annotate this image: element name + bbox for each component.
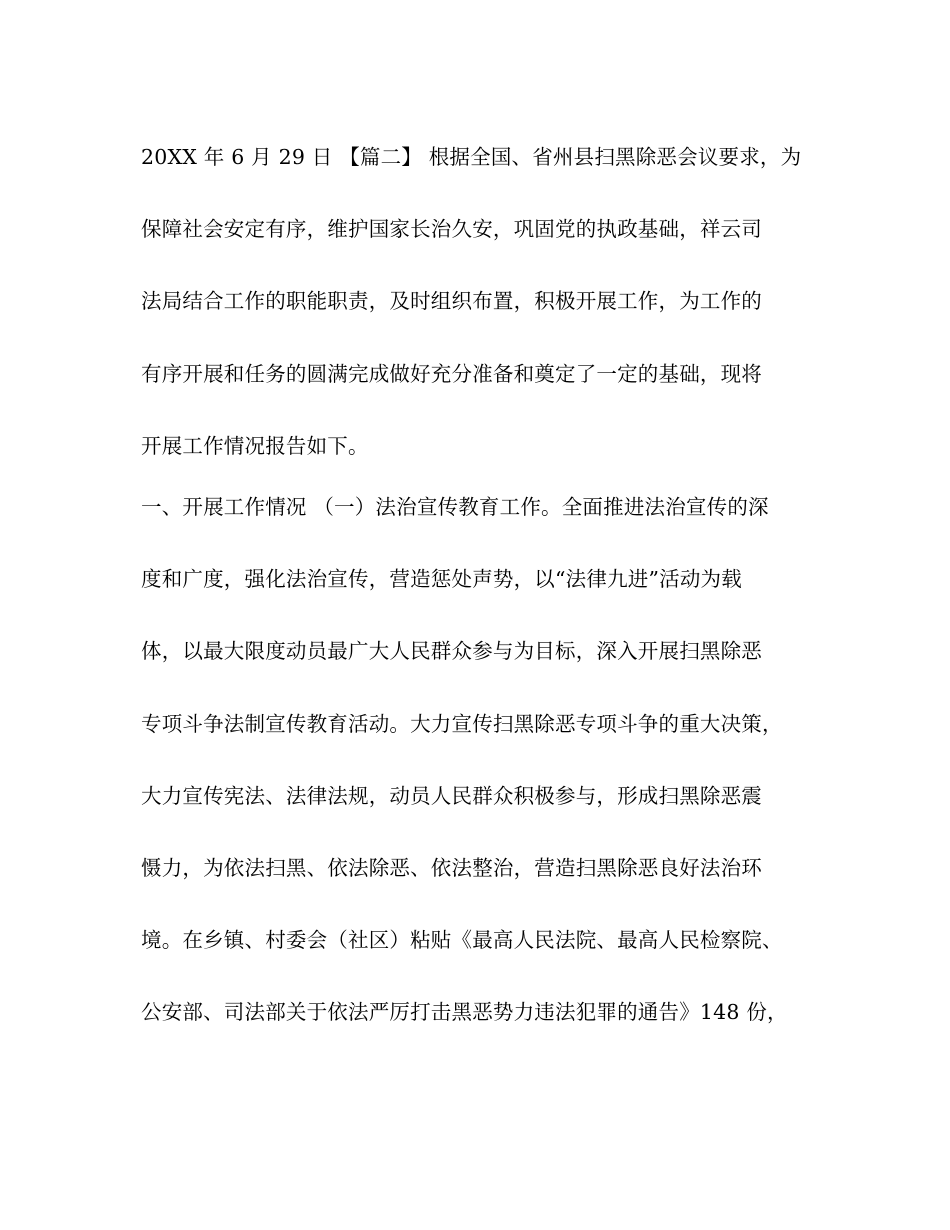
text-line: 度和广度，强化法治宣传，营造惩处声势，以“法律九进”活动为载	[141, 567, 742, 592]
text-line: 公安部、司法部关于依法严厉打击黑恶势力违法犯罪的通告》148 份，	[141, 1000, 788, 1025]
text-line: 开展工作情况报告如下。	[141, 433, 369, 458]
text-line: 20XX 年 6 月 29 日 【篇二】 根据全国、省州县扫黑除恶会议要求，为	[141, 145, 802, 169]
paragraph-work-situation	[141, 471, 816, 1049]
paragraph-report-intro	[141, 121, 816, 482]
text-line: 有序开展和任务的圆满完成做好充分准备和奠定了一定的基础，现将	[141, 361, 762, 386]
text-line: 法局结合工作的职能职责，及时组织布置，积极开展工作，为工作的	[141, 289, 762, 314]
text-line: 专项斗争法制宣传教育活动。大力宣传扫黑除恶专项斗争的重大决策，	[141, 711, 783, 736]
text-line: 体，以最大限度动员最广大人民群众参与为目标，深入开展扫黑除恶	[141, 639, 762, 664]
text-line: 大力宣传宪法、法律法规，动员人民群众积极参与，形成扫黑除恶震	[141, 783, 762, 808]
text-line: 慑力，为依法扫黑、依法除恶、依法整治，营造扫黑除恶良好法治环	[141, 855, 762, 880]
text-line: 一、开展工作情况 （一）法治宣传教育工作。全面推进法治宣传的深	[141, 495, 769, 519]
text-line: 境。在乡镇、村委会（社区）粘贴《最高人民法院、最高人民检察院、	[141, 928, 783, 953]
text-line: 保障社会安定有序，维护国家长治久安，巩固党的执政基础，祥云司	[141, 217, 762, 242]
